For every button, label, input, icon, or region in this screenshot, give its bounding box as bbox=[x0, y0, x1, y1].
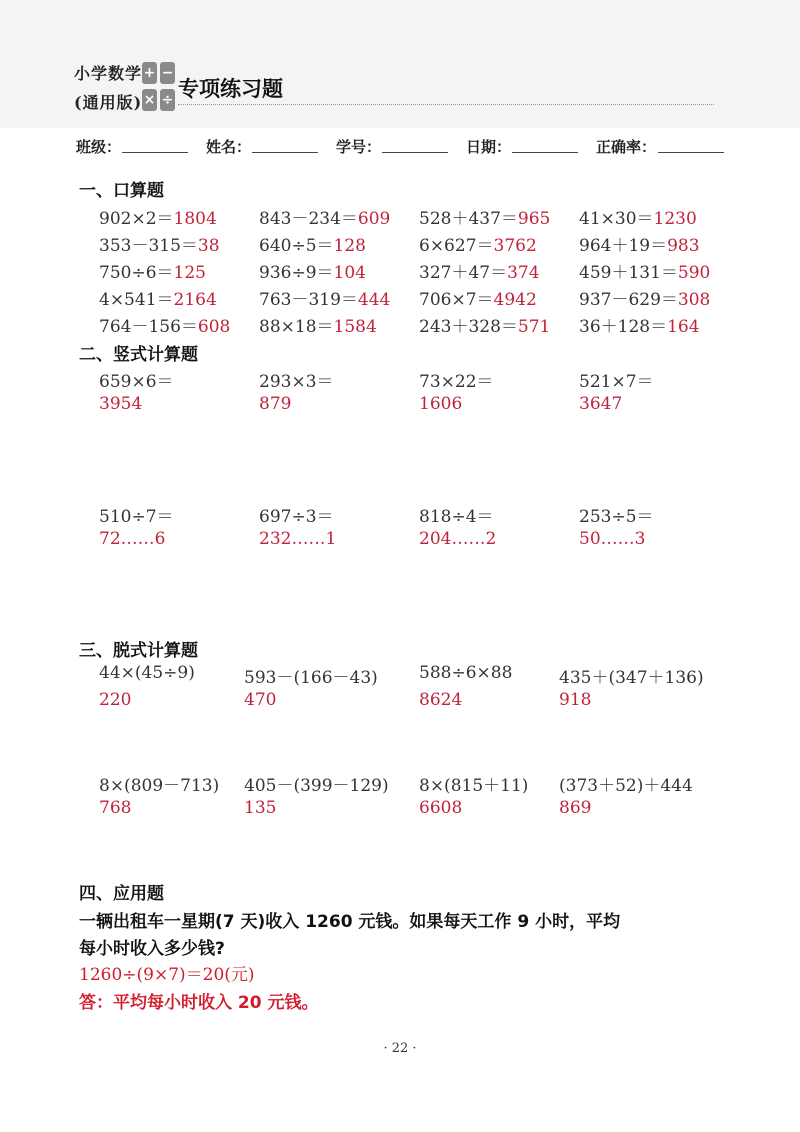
oral-problem: 640÷5＝128 bbox=[259, 236, 366, 256]
vertical-problem: 521×7＝ bbox=[579, 372, 654, 392]
application-calculation: 1260÷(9×7)＝20(元) bbox=[79, 965, 255, 985]
stepwise-answer: 135 bbox=[244, 798, 277, 818]
page-title: 专项练习题 bbox=[178, 77, 283, 101]
oral-problem: 763－319＝444 bbox=[259, 290, 391, 310]
section-oral-title: 一、口算题 bbox=[79, 181, 164, 201]
application-answer: 答：平均每小时收入 20 元钱。 bbox=[79, 993, 319, 1013]
plus-icon: + bbox=[142, 62, 157, 84]
oral-problem: 88×18＝1584 bbox=[259, 317, 377, 337]
application-question-line1: 一辆出租车一星期(7 天)收入 1260 元钱。如果每天工作 9 小时，平均 bbox=[79, 912, 621, 932]
oral-answer: 965 bbox=[517, 209, 551, 229]
page-number: · 22 · bbox=[383, 1041, 417, 1056]
vertical-answer: 204……2 bbox=[419, 529, 497, 549]
stepwise-problem: 8×(815＋11) bbox=[419, 776, 529, 796]
oral-answer: 444 bbox=[357, 290, 391, 310]
stepwise-problem: (373＋52)＋444 bbox=[559, 776, 693, 796]
class-field[interactable] bbox=[122, 152, 188, 153]
oral-problem: 4×541＝2164 bbox=[99, 290, 217, 310]
oral-problem: 353－315＝38 bbox=[99, 236, 220, 256]
stepwise-answer: 8624 bbox=[419, 690, 463, 710]
stepwise-problem: 593－(166－43) bbox=[244, 668, 378, 688]
vertical-problem: 697÷3＝ bbox=[259, 507, 334, 527]
oral-answer: 608 bbox=[197, 317, 231, 337]
stepwise-answer: 768 bbox=[99, 798, 132, 818]
oral-problem: 706×7＝4942 bbox=[419, 290, 537, 310]
stepwise-answer: 918 bbox=[559, 690, 592, 710]
oral-problem: 327＋47＝374 bbox=[419, 263, 540, 283]
stepwise-answer: 6608 bbox=[419, 798, 463, 818]
oral-answer: 38 bbox=[197, 236, 220, 256]
oral-answer: 164 bbox=[667, 317, 700, 337]
oral-problem: 843－234＝609 bbox=[259, 209, 391, 229]
oral-problem: 528＋437＝965 bbox=[419, 209, 551, 229]
vertical-answer: 1606 bbox=[419, 394, 463, 414]
stepwise-answer: 470 bbox=[244, 690, 277, 710]
oral-answer: 125 bbox=[173, 263, 206, 283]
oral-answer: 4942 bbox=[493, 290, 537, 310]
oral-problem: 36＋128＝164 bbox=[579, 317, 700, 337]
oral-problem: 902×2＝1804 bbox=[99, 209, 217, 229]
header-divider bbox=[178, 104, 714, 105]
vertical-answer: 3954 bbox=[99, 394, 143, 414]
stepwise-problem: 588÷6×88 bbox=[419, 663, 513, 683]
name-label: 姓名： bbox=[206, 138, 252, 156]
vertical-problem: 510÷7＝ bbox=[99, 507, 174, 527]
oral-answer: 1584 bbox=[333, 317, 377, 337]
date-label: 日期： bbox=[466, 138, 512, 156]
oral-answer: 983 bbox=[667, 236, 700, 256]
oral-answer: 374 bbox=[507, 263, 540, 283]
vertical-answer: 232……1 bbox=[259, 529, 337, 549]
operator-logo bbox=[142, 62, 176, 112]
vertical-answer: 879 bbox=[259, 394, 292, 414]
minus-icon: − bbox=[160, 62, 175, 84]
section-application-title: 四、应用题 bbox=[79, 884, 164, 904]
oral-problem: 6×627＝3762 bbox=[419, 236, 537, 256]
student-id-field[interactable] bbox=[382, 152, 448, 153]
stepwise-problem: 405－(399－129) bbox=[244, 776, 389, 796]
oral-answer: 590 bbox=[677, 263, 711, 283]
oral-answer: 609 bbox=[357, 209, 391, 229]
vertical-problem: 293×3＝ bbox=[259, 372, 334, 392]
oral-problem: 243＋328＝571 bbox=[419, 317, 551, 337]
section-vertical-title: 二、竖式计算题 bbox=[79, 345, 198, 365]
stepwise-problem: 435＋(347＋136) bbox=[559, 668, 704, 688]
oral-problem: 764－156＝608 bbox=[99, 317, 231, 337]
class-label: 班级： bbox=[76, 138, 122, 156]
oral-answer: 308 bbox=[677, 290, 711, 310]
oral-answer: 571 bbox=[517, 317, 551, 337]
oral-answer: 1230 bbox=[653, 209, 697, 229]
oral-problem: 750÷6＝125 bbox=[99, 263, 206, 283]
oral-answer: 104 bbox=[333, 263, 366, 283]
accuracy-field[interactable] bbox=[658, 152, 724, 153]
oral-answer: 2164 bbox=[173, 290, 217, 310]
student-id-label: 学号： bbox=[336, 138, 382, 156]
stepwise-answer: 869 bbox=[559, 798, 592, 818]
series-name: 小学数学 bbox=[74, 64, 143, 83]
stepwise-problem: 8×(809－713) bbox=[99, 776, 220, 796]
stepwise-problem: 44×(45÷9) bbox=[99, 663, 195, 683]
series-edition: (通用版) bbox=[74, 93, 143, 112]
accuracy-label: 正确率： bbox=[596, 138, 657, 156]
stepwise-answer: 220 bbox=[99, 690, 132, 710]
name-field[interactable] bbox=[252, 152, 318, 153]
vertical-answer: 3647 bbox=[579, 394, 623, 414]
vertical-answer: 50……3 bbox=[579, 529, 646, 549]
oral-problem: 937－629＝308 bbox=[579, 290, 711, 310]
oral-answer: 128 bbox=[333, 236, 366, 256]
section-stepwise-title: 三、脱式计算题 bbox=[79, 641, 198, 661]
oral-answer: 3762 bbox=[493, 236, 537, 256]
date-field[interactable] bbox=[512, 152, 578, 153]
oral-problem: 459＋131＝590 bbox=[579, 263, 711, 283]
vertical-answer: 72……6 bbox=[99, 529, 166, 549]
divide-icon: ÷ bbox=[160, 89, 175, 111]
times-icon: × bbox=[142, 89, 157, 111]
application-question-line2: 每小时收入多少钱? bbox=[79, 939, 225, 959]
oral-problem: 936÷9＝104 bbox=[259, 263, 366, 283]
oral-problem: 41×30＝1230 bbox=[579, 209, 697, 229]
vertical-problem: 818÷4＝ bbox=[419, 507, 494, 527]
vertical-problem: 73×22＝ bbox=[419, 372, 494, 392]
vertical-problem: 659×6＝ bbox=[99, 372, 174, 392]
vertical-problem: 253÷5＝ bbox=[579, 507, 654, 527]
oral-problem: 964＋19＝983 bbox=[579, 236, 700, 256]
oral-answer: 1804 bbox=[173, 209, 217, 229]
